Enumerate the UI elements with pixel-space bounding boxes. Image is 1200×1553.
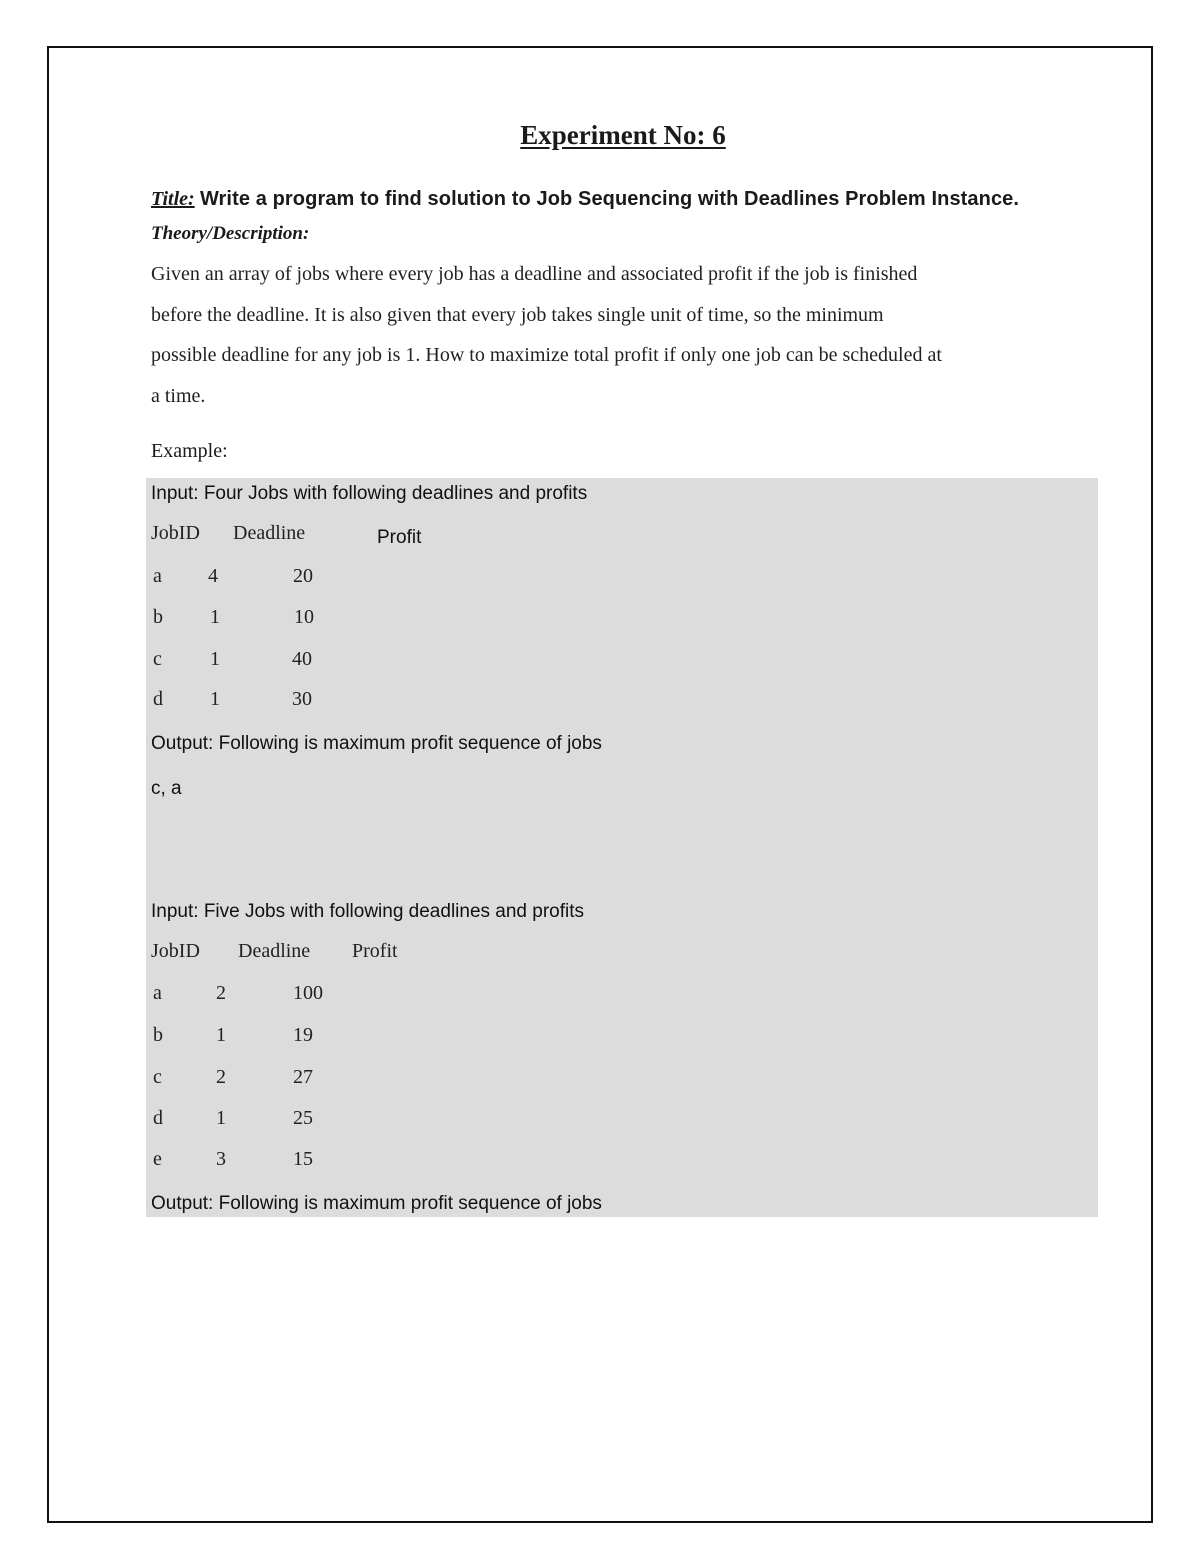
table-cell: 25 [293,1107,313,1129]
table-cell: 1 [210,648,220,670]
title-label: Title: [151,188,195,210]
experiment-heading: Experiment No: 6 [520,120,726,150]
table-cell: 4 [208,565,218,587]
table-cell: 1 [216,1107,226,1129]
theory-label: Theory/Description: [151,223,310,244]
example-shaded-block [146,478,1098,1217]
table-cell: c [153,1066,162,1088]
table-cell: b [153,1024,163,1046]
description-line: Given an array of jobs where every job has a deadline and associated profit if the job is finished [151,263,918,285]
table-cell: 1 [216,1024,226,1046]
example1-header-profit: Profit [377,527,422,548]
example2-header-deadline: Deadline [238,940,311,962]
table-cell: c [153,648,162,670]
table-cell: 100 [293,982,323,1004]
title-text: Write a program to find solution to Job Sequencing with Deadlines Problem Instance. [199,188,1020,210]
example2-header-profit: Profit [352,940,398,962]
description-line: a time. [151,385,206,407]
table-cell: a [153,565,162,587]
example2-output-line: Output: Following is maximum profit sequence of jobs [151,1193,602,1214]
description-line: possible deadline for any job is 1. How to maximize total profit if only one job can be scheduled at [151,344,942,366]
table-cell: 15 [293,1148,313,1170]
table-cell: 10 [294,606,314,628]
table-cell: 1 [210,606,220,628]
table-cell: 1 [210,688,220,710]
table-cell: 19 [293,1024,313,1046]
example1-output-value: c, a [151,778,182,799]
table-cell: b [153,606,163,628]
table-cell: 40 [292,648,312,670]
table-cell: 20 [293,565,313,587]
table-cell: e [153,1148,162,1170]
table-cell: 2 [216,1066,226,1088]
example1-output-line: Output: Following is maximum profit sequence of jobs [151,733,602,754]
title-line [151,186,1019,211]
example1-input-line: Input: Four Jobs with following deadlines and profits [151,483,588,504]
example2-input-line: Input: Five Jobs with following deadlines and profits [151,901,585,922]
table-cell: a [153,982,162,1004]
example1-header-deadline: Deadline [233,522,306,544]
table-cell: 30 [292,688,312,710]
description-line: before the deadline. It is also given that every job takes single unit of time, so the minimum [151,304,884,326]
table-cell: 3 [216,1148,226,1170]
table-cell: d [153,1107,163,1129]
table-cell: 2 [216,982,226,1004]
example2-header-jobid: JobID [151,940,200,962]
example1-header-jobid: JobID [151,522,200,544]
table-cell: 27 [293,1066,313,1088]
table-cell: d [153,688,163,710]
example-label: Example: [151,440,228,462]
